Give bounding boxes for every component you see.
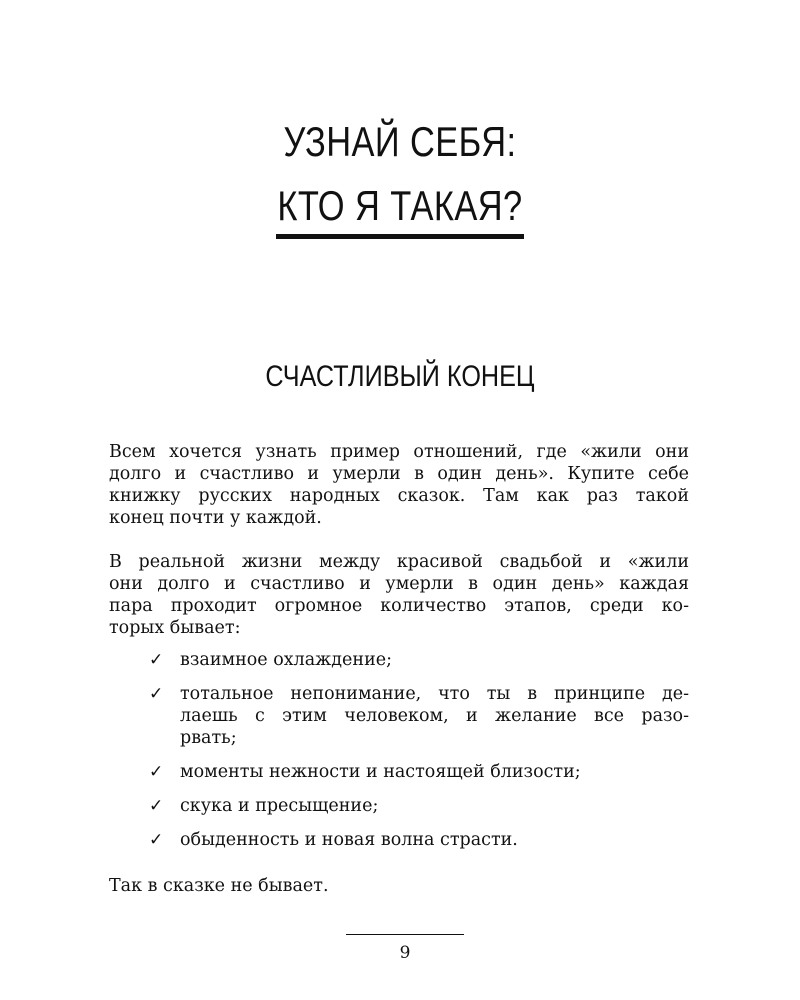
checkmark-icon: ✓ (149, 684, 164, 704)
title-underline (276, 234, 524, 239)
page-number: 9 (399, 943, 411, 963)
chapter-title (72, 110, 728, 238)
list-item-text: рвать; (180, 728, 237, 748)
checkmark-icon: ✓ (149, 796, 164, 816)
list-item (109, 761, 689, 783)
chapter-title-line-2: КТО Я ТАКАЯ? (277, 182, 523, 229)
list-item-text: скука и пресыщение; (180, 796, 379, 816)
paragraph-line: книжку русских народных сказок. Там как раз такой (109, 486, 689, 506)
list-item (109, 795, 689, 817)
paragraph-line: долго и счастливо и умерли в один день». Купите себе (109, 464, 689, 484)
paragraph-1 (109, 441, 689, 529)
checkmark-icon: ✓ (149, 650, 164, 670)
checkmark-icon: ✓ (149, 762, 164, 782)
paragraph-line: В реальной жизни между красивой свадьбой и «жили (109, 552, 689, 572)
list-item (109, 829, 689, 851)
paragraph-line: Всем хочется узнать пример отношений, где «жили они (109, 442, 689, 462)
paragraph-line: пара проходит огромное количество этапов, среди ко- (109, 596, 689, 616)
list-item-text: моменты нежности и настоящей близости; (180, 762, 581, 782)
paragraph-line: торых бывает: (109, 618, 241, 638)
footer-rule (346, 934, 464, 935)
paragraph-2 (109, 551, 689, 639)
list-item (109, 683, 689, 749)
closing-sentence: Так в сказке не бывает. (109, 876, 329, 896)
checkmark-icon: ✓ (149, 830, 164, 850)
list-item (109, 649, 689, 671)
chapter-title-line-1: УЗНАЙ СЕБЯ: (283, 118, 517, 165)
paragraph-line: они долго и счастливо и умерли в один день» каждая (109, 574, 689, 594)
section-title: СЧАСТЛИВЫЙ КОНЕЦ (265, 360, 535, 393)
paragraph-line: конец почти у каждой. (109, 508, 322, 528)
list-item-text: взаимное охлаждение; (180, 650, 392, 670)
list-item-text: обыденность и новая волна страсти. (180, 830, 518, 850)
body-text (109, 441, 689, 863)
list-item-text: лаешь с этим человеком, и желание все разо- (180, 706, 689, 726)
list-item-text: тотальное непонимание, что ты в принципе де- (180, 684, 689, 704)
checklist (109, 649, 689, 851)
